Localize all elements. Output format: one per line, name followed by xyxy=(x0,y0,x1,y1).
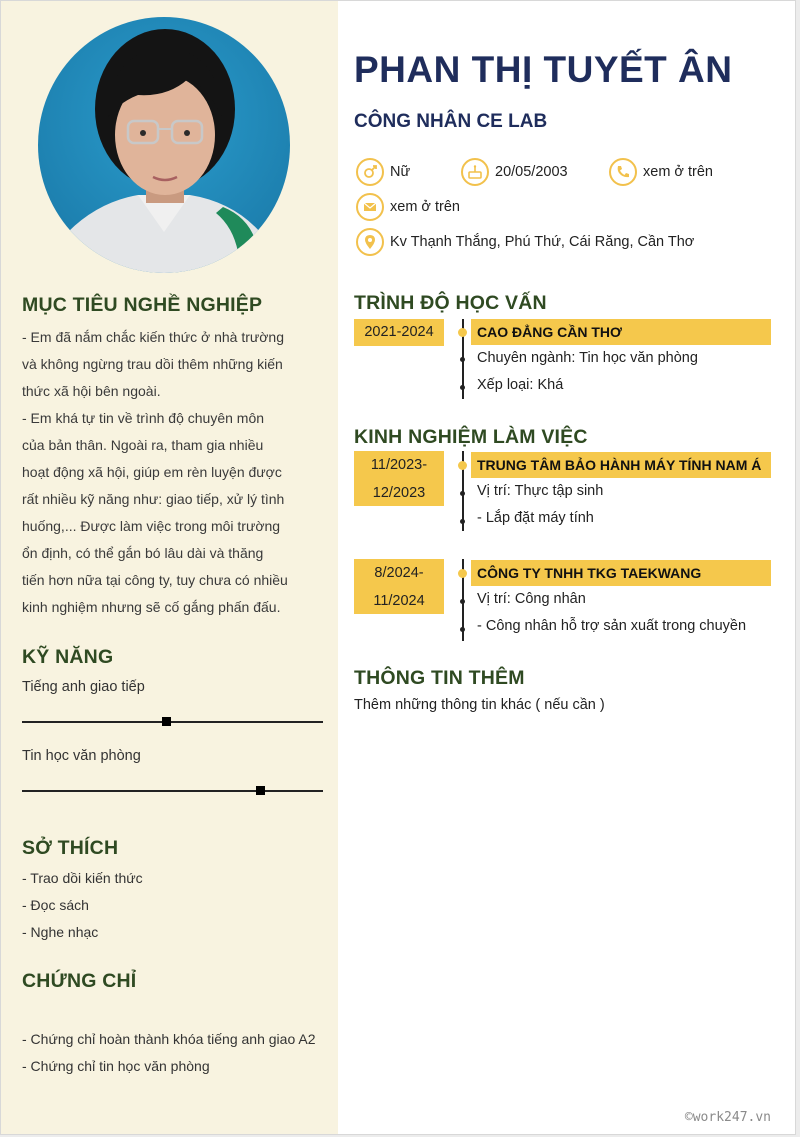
objective-text xyxy=(22,324,322,621)
school-name: CAO ĐẲNG CẦN THƠ xyxy=(471,319,771,345)
skills-title: KỸ NĂNG xyxy=(22,646,114,668)
education-date: 2021-2024 xyxy=(354,319,444,346)
hobbies-title: SỞ THÍCH xyxy=(22,837,119,859)
objective-line: ổn định, có thể gắn bó lâu dài và thăng xyxy=(22,545,264,561)
bullet-dot xyxy=(460,627,465,632)
objective-line: và không ngừng trau dồi thêm những kiến xyxy=(22,356,283,372)
timeline-dot xyxy=(458,328,467,337)
bullet-dot xyxy=(460,491,465,496)
education-title: TRÌNH ĐỘ HỌC VẤN xyxy=(354,292,547,314)
birthday-value: 20/05/2003 xyxy=(495,164,568,180)
objective-line: - Em khá tự tin về trình độ chuyên môn xyxy=(22,410,265,426)
phone-value[interactable]: xem ở trên xyxy=(643,164,713,180)
bullet-dot xyxy=(460,599,465,604)
list-item: - Đọc sách xyxy=(22,897,89,913)
additional-title: THÔNG TIN THÊM xyxy=(354,667,525,689)
experience-date xyxy=(354,559,444,614)
experience-date-start: 11/2023- xyxy=(370,457,428,473)
experience-detail: - Công nhân hỗ trợ sản xuất trong chuyền xyxy=(477,618,747,634)
objective-line: - Em đã nắm chắc kiến thức ở nhà trường xyxy=(22,329,284,345)
skill-bar xyxy=(22,721,323,723)
gender-value: Nữ xyxy=(390,164,411,180)
objective-line: thức xã hội bên ngoài. xyxy=(22,383,161,399)
timeline-dot xyxy=(458,569,467,578)
phone-info xyxy=(609,158,713,186)
birthday-info xyxy=(461,158,568,186)
experience-date-end: 11/2024 xyxy=(373,593,425,609)
watermark: ©work247.vn xyxy=(684,1110,771,1125)
education-detail: Xếp loại: Khá xyxy=(477,377,564,393)
bullet-dot xyxy=(460,519,465,524)
address-value: Kv Thạnh Thắng, Phú Thứ, Cái Răng, Cần Thơ xyxy=(390,234,695,250)
certificates-title: CHỨNG CHỈ xyxy=(22,970,137,992)
profile-photo xyxy=(38,17,290,273)
address-info xyxy=(356,228,694,256)
bullet-dot xyxy=(460,385,465,390)
skill-name: Tin học văn phòng xyxy=(22,748,141,764)
bullet-dot xyxy=(460,357,465,362)
objective-line: của bản thân. Ngoài ra, tham gia nhiều xyxy=(22,437,264,453)
skill-level-marker xyxy=(256,786,265,795)
gender-icon xyxy=(356,158,384,186)
list-item: - Nghe nhạc xyxy=(22,924,99,940)
email-icon xyxy=(356,193,384,221)
objective-line: tiến hơn nữa tại công ty, tuy chưa có nhiều xyxy=(22,572,288,588)
education-detail: Chuyên ngành: Tin học văn phòng xyxy=(477,350,698,366)
skill-level-marker xyxy=(162,717,171,726)
timeline-dot xyxy=(458,461,467,470)
skill-bar xyxy=(22,790,323,792)
map-pin-icon xyxy=(356,228,384,256)
experience-detail: Vị trí: Công nhân xyxy=(477,591,586,607)
experience-detail: - Lắp đặt máy tính xyxy=(477,510,594,526)
experience-detail: Vị trí: Thực tập sinh xyxy=(477,483,604,499)
skill-name: Tiếng anh giao tiếp xyxy=(22,679,145,695)
certificates-list xyxy=(22,1026,315,1080)
list-item: - Chứng chỉ hoàn thành khóa tiếng anh giao A2 xyxy=(22,1031,316,1047)
objective-line: hoạt động xã hội, giúp em rèn luyện được xyxy=(22,464,282,480)
objective-title: MỤC TIÊU NGHỀ NGHIỆP xyxy=(22,294,263,316)
birthday-cake-icon xyxy=(461,158,489,186)
experience-title: KINH NGHIỆM LÀM VIỆC xyxy=(354,426,588,448)
list-item: - Chứng chỉ tin học văn phòng xyxy=(22,1058,210,1074)
objective-line: huống,... Được làm việc trong môi trường xyxy=(22,518,281,534)
experience-date xyxy=(354,451,444,506)
experience-date-start: 8/2024- xyxy=(374,565,424,581)
list-item: - Trao dồi kiến thức xyxy=(22,870,143,886)
hobbies-list xyxy=(22,865,143,946)
job-title: CÔNG NHÂN CE LAB xyxy=(354,111,548,132)
phone-icon xyxy=(609,158,637,186)
additional-text: Thêm những thông tin khác ( nếu cần ) xyxy=(354,697,605,713)
objective-line: kinh nghiệm nhưng sẽ cố gắng phấn đấu. xyxy=(22,599,281,615)
email-value[interactable]: xem ở trên xyxy=(390,199,460,215)
sidebar xyxy=(1,1,338,1135)
objective-line: rất nhiều kỹ năng như: giao tiếp, xử lý tình xyxy=(22,491,285,507)
email-info xyxy=(356,193,460,221)
company-name: TRUNG TÂM BẢO HÀNH MÁY TÍNH NAM Á xyxy=(471,452,771,478)
company-name: CÔNG TY TNHH TKG TAEKWANG xyxy=(471,560,771,586)
experience-date-end: 12/2023 xyxy=(372,485,426,501)
gender-info xyxy=(356,158,410,186)
candidate-name: PHAN THỊ TUYẾT ÂN xyxy=(354,49,733,90)
